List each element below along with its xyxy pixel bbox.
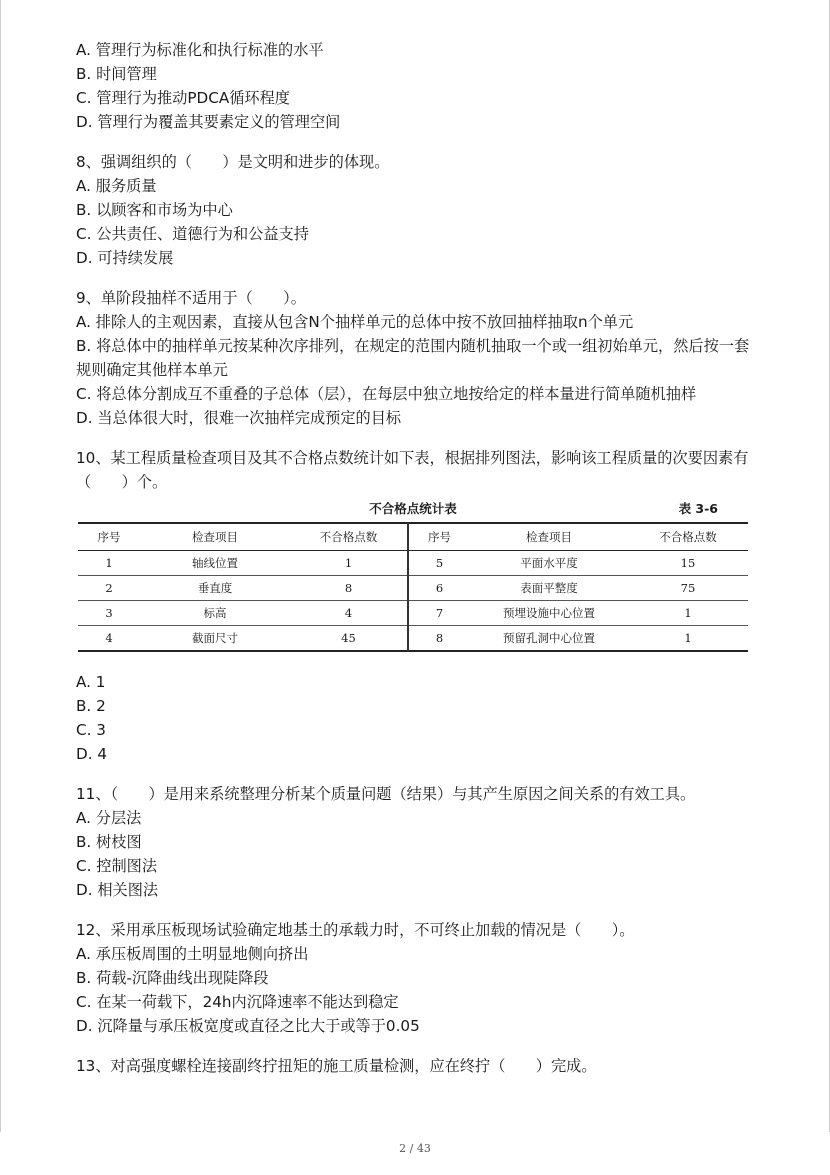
table-cell: 截面尺寸	[140, 626, 290, 652]
option: B. 树枝图	[76, 833, 142, 851]
table-cell: 表面平整度	[470, 576, 628, 601]
table-cell: 1	[78, 551, 140, 576]
table-cell: 1	[290, 551, 408, 576]
option: A. 服务质量	[76, 177, 157, 195]
question-stem: 13、对高强度螺栓连接副终拧扭矩的施工质量检测，应在终拧（ ）完成。	[76, 1057, 597, 1075]
option: C. 3	[76, 721, 106, 739]
option: B. 以顾客和市场为中心	[76, 201, 233, 219]
document-body	[76, 38, 756, 1078]
option: C. 控制图法	[76, 857, 158, 875]
table-number: 表 3-6	[678, 501, 718, 516]
option: B. 2	[76, 697, 106, 715]
defect-statistics-table	[78, 522, 748, 652]
table-cell: 1	[628, 601, 748, 626]
option: A. 1	[76, 673, 106, 691]
table-cell: 轴线位置	[140, 551, 290, 576]
option: C. 公共责任、道德行为和公益支持	[76, 225, 309, 243]
defect-table-figure	[78, 500, 748, 662]
table-cell: 45	[290, 626, 408, 652]
table-cell: 平面水平度	[470, 551, 628, 576]
question-10	[76, 446, 756, 766]
option: D. 当总体很大时，很难一次抽样完成预定的目标	[76, 409, 402, 427]
option: D. 4	[76, 745, 108, 763]
table-cell: 8	[408, 626, 470, 652]
table-cell: 75	[628, 576, 748, 601]
q7-options	[76, 38, 756, 134]
question-stem: 12、采用承压板现场试验确定地基土的承载力时，不可终止加载的情况是（ ）。	[76, 921, 635, 939]
option: D. 相关图法	[76, 881, 159, 899]
option: B. 将总体中的抽样单元按某种次序排列，在规定的范围内随机抽取一个或一组初始单元，然后按一套规则确定其他样本单元	[76, 337, 750, 379]
option: A. 分层法	[76, 809, 142, 827]
option: A. 管理行为标准化和执行标准的水平	[76, 41, 324, 59]
table-cell: 预留孔洞中心位置	[470, 626, 628, 652]
table-cell: 7	[408, 601, 470, 626]
table-cell: 6	[408, 576, 470, 601]
option: C. 在某一荷载下，24h内沉降速率不能达到稳定	[76, 993, 399, 1011]
option: D. 管理行为覆盖其要素定义的管理空间	[76, 113, 341, 131]
table-cell: 标高	[140, 601, 290, 626]
header-cell: 序号	[408, 523, 470, 551]
table-cell: 4	[78, 626, 140, 652]
table-cell: 2	[78, 576, 140, 601]
page-left-border	[0, 0, 1, 1132]
option: B. 荷载-沉降曲线出现陡降段	[76, 969, 269, 987]
option: B. 时间管理	[76, 65, 157, 83]
question-stem: 9、单阶段抽样不适用于（ ）。	[76, 289, 306, 307]
question-stem: 8、强调组织的（ ）是文明和进步的体现。	[76, 153, 390, 171]
header-cell: 不合格点数	[290, 523, 408, 551]
page-number: 2 / 43	[399, 1142, 431, 1155]
table-row	[78, 601, 748, 626]
table-header-row	[78, 523, 748, 551]
table-cell: 预埋设施中心位置	[470, 601, 628, 626]
table-cell: 4	[290, 601, 408, 626]
option: C. 管理行为推动PDCA循环程度	[76, 89, 290, 107]
table-cell: 垂直度	[140, 576, 290, 601]
question-12	[76, 918, 756, 1038]
table-cell: 8	[290, 576, 408, 601]
option: C. 将总体分割成互不重叠的子总体（层），在每层中独立地按给定的样本量进行简单随机抽样	[76, 385, 697, 403]
question-stem: 10、某工程质量检查项目及其不合格点数统计如下表，根据排列图法，影响该工程质量的次要因素有（ ）个。	[76, 449, 749, 491]
question-stem: 11、（ ）是用来系统整理分析某个质量问题（结果）与其产生原因之间关系的有效工具。	[76, 785, 696, 803]
option: A. 排除人的主观因素，直接从包含N个抽样单元的总体中按不放回抽样抽取n个单元	[76, 313, 634, 331]
table-row	[78, 576, 748, 601]
table-cell: 5	[408, 551, 470, 576]
table-cell: 3	[78, 601, 140, 626]
table-title: 不合格点统计表	[369, 501, 457, 516]
question-13	[76, 1054, 756, 1078]
table-cell: 15	[628, 551, 748, 576]
header-cell: 序号	[78, 523, 140, 551]
table-row	[78, 551, 748, 576]
table-cell: 1	[628, 626, 748, 652]
question-8	[76, 150, 756, 270]
question-11	[76, 782, 756, 902]
option: D. 沉降量与承压板宽度或直径之比大于或等于0.05	[76, 1017, 420, 1035]
header-cell: 检查项目	[140, 523, 290, 551]
table-row	[78, 626, 748, 652]
header-cell: 不合格点数	[628, 523, 748, 551]
option: D. 可持续发展	[76, 249, 174, 267]
option: A. 承压板周围的土明显地侧向挤出	[76, 945, 309, 963]
question-9	[76, 286, 756, 430]
header-cell: 检查项目	[470, 523, 628, 551]
